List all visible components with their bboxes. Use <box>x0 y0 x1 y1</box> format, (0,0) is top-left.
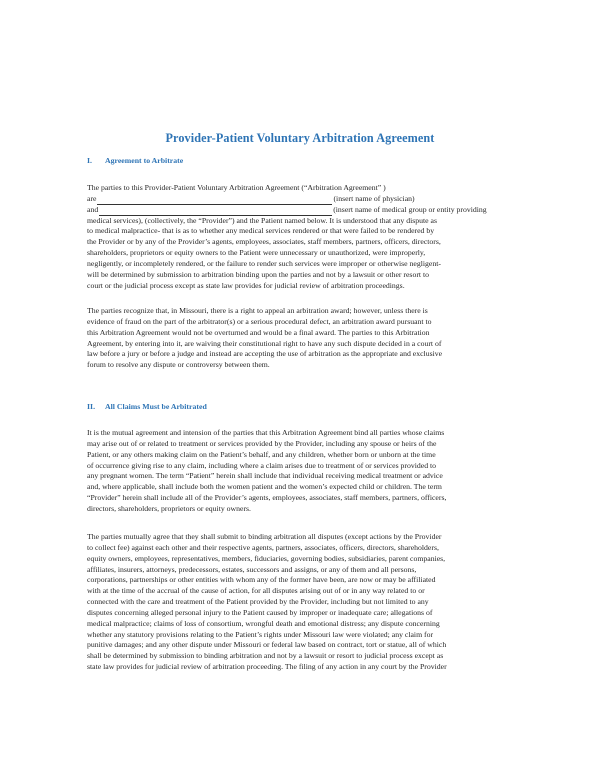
paragraph-line: to collect fee) against each other and their respective agents, partners, associates, officers, directors, shareholders, <box>87 542 439 552</box>
paragraph-line: evidence of fraud on the part of the arbitrator(s) or a serious procedural defect, an arbitration award pursuant to <box>87 316 432 326</box>
paragraph-line: shareholders, proprietors or equity owners to the Patient were unnecessary or unauthorized, were improperly, <box>87 248 426 258</box>
paragraph-line: to medical malpractice- that is as to whether any medical services rendered or that were failed to be rendered by <box>87 226 435 236</box>
paragraph-line: any pregnant women. The term “Patient” herein shall include that individual receiving medical treatment or advice <box>87 471 443 481</box>
paragraph-line: affiliates, insurers, attorneys, predecessors, estates, successors and assigns, or any of them and all persons, <box>87 564 417 574</box>
paragraph-line: may arise out of or related to treatment or services provided by the Provider, including any spouse or heirs of the <box>87 438 437 448</box>
medical-group-row <box>87 205 513 216</box>
medical-group-hint: (insert name of medical group or entity providing <box>333 204 487 214</box>
paragraph-line: negligently, or incompletely rendered, or the failure to render such services were improper or otherwise negligent- <box>87 258 441 268</box>
section-1-number: I. <box>87 156 92 165</box>
paragraph-line: with at the time of the accrual of the cause of action, for all disputes arising out of or in any way related to or <box>87 586 425 596</box>
section-1-paragraph-2 <box>87 306 513 371</box>
paragraph-line: corporations, partnerships or other entities with whom any of the former have been, are now or may be affiliated <box>87 575 436 585</box>
paragraph-line: connected with the care and treatment of the Patient provided by the Provider, including but not limited to any <box>87 597 429 607</box>
section-1-paragraph-1-rest <box>87 216 513 292</box>
paragraph-line: of occurrence giving rise to any claim, including where a claim arises due to treatment of or services provided to <box>87 460 437 470</box>
document-title: Provider-Patient Voluntary Arbitration Agreement <box>165 131 435 145</box>
medical-group-blank[interactable] <box>99 207 332 216</box>
physician-name-row <box>87 194 513 205</box>
paragraph-line: punitive damages; and any other dispute under Missouri or federal law based on contract, tort or statue, all of which <box>87 640 447 650</box>
paragraph-line: and, where applicable, shall include both the women patient and the women’s expected child or children. The term <box>87 482 442 492</box>
paragraph-line: disputes concerning alleged personal injury to the Patient caused by improper or inadequate care; allegations of <box>87 607 433 617</box>
paragraph-line: this Arbitration Agreement would not be overturned and would be a final award. The parties to this Arbitration <box>87 327 430 337</box>
paragraph-line: shall be determined by submission to binding arbitration and not by a lawsuit or resort to judicial process except as <box>87 651 444 661</box>
paragraph-line: equity owners, employees, representatives, members, fiduciaries, governing bodies, subsidiaries, parent companies, <box>87 553 446 563</box>
section-2-number: II. <box>87 402 96 411</box>
paragraph-line: medical malpractice; claims of loss of consortium, wrongful death and emotional distress; any dispute concerning <box>87 618 440 628</box>
fill-lead-and: and <box>87 204 99 214</box>
paragraph-line: The parties recognize that, in Missouri, there is a right to appeal an arbitration award; however, unless there is <box>87 306 428 315</box>
section-1-paragraph-1 <box>87 183 513 291</box>
paragraph-line: Patient, or any others making claim on the Patient’s behalf, and any children, whether born or unborn at the time <box>87 449 436 459</box>
paragraph-line: medical services), (collectively, the “Provider”) and the Patient named below. It is understood that any dispute as <box>87 215 438 225</box>
fill-lead-are: are <box>87 193 97 203</box>
paragraph-line: whether any statutory provisions relating to the Patient’s rights under Missouri law were violated; any claim for <box>87 629 434 639</box>
physician-name-blank[interactable] <box>97 196 332 205</box>
section-1-title: Agreement to Arbitrate <box>105 156 184 165</box>
paragraph-line: state law provides for judicial review of arbitration proceeding. The filing of any action in any court by the Provider <box>87 662 447 672</box>
paragraph-line: “Provider” herein shall include all of the Provider’s agents, employees, associates, staff members, partners, officers, <box>87 493 447 503</box>
paragraph-line: The parties to this Provider-Patient Voluntary Arbitration Agreement (“Arbitration Agreement” ) <box>87 183 386 192</box>
section-2-heading <box>87 402 207 411</box>
paragraph-line: court or the judicial process except as state law provides for judicial review of arbitration proceedings. <box>87 280 405 290</box>
section-2-paragraph-2 <box>87 532 513 673</box>
paragraph-line: forum to resolve any dispute or controversy between them. <box>87 360 270 370</box>
paragraph-line: It is the mutual agreement and intension of the parties that this Arbitration Agreement bind all parties whose claims <box>87 428 445 437</box>
section-1-heading <box>87 156 183 165</box>
paragraph-line: the Provider or by any of the Provider’s agents, employees, associates, staff members, partners, officers, directors, <box>87 237 441 247</box>
paragraph-line: will be determined by submission to arbitration binding upon the parties and not by a lawsuit or other resort to <box>87 269 430 279</box>
paragraph-line: The parties mutually agree that they shall submit to binding arbitration all disputes (except actions by the Provider <box>87 532 442 541</box>
paragraph-line: Agreement, by entering into it, are waiving their constitutional right to have any such dispute decided in a court of <box>87 338 442 348</box>
paragraph-line: law before a jury or before a judge and instead are accepting the use of arbitration as the appropriate and exclusive <box>87 349 443 359</box>
section-2-paragraph-1 <box>87 428 513 515</box>
physician-name-hint: (insert name of physician) <box>333 193 415 203</box>
paragraph-line: directors, shareholders, proprietors or equity owners. <box>87 503 251 513</box>
section-2-title: All Claims Must be Arbitrated <box>105 402 207 411</box>
